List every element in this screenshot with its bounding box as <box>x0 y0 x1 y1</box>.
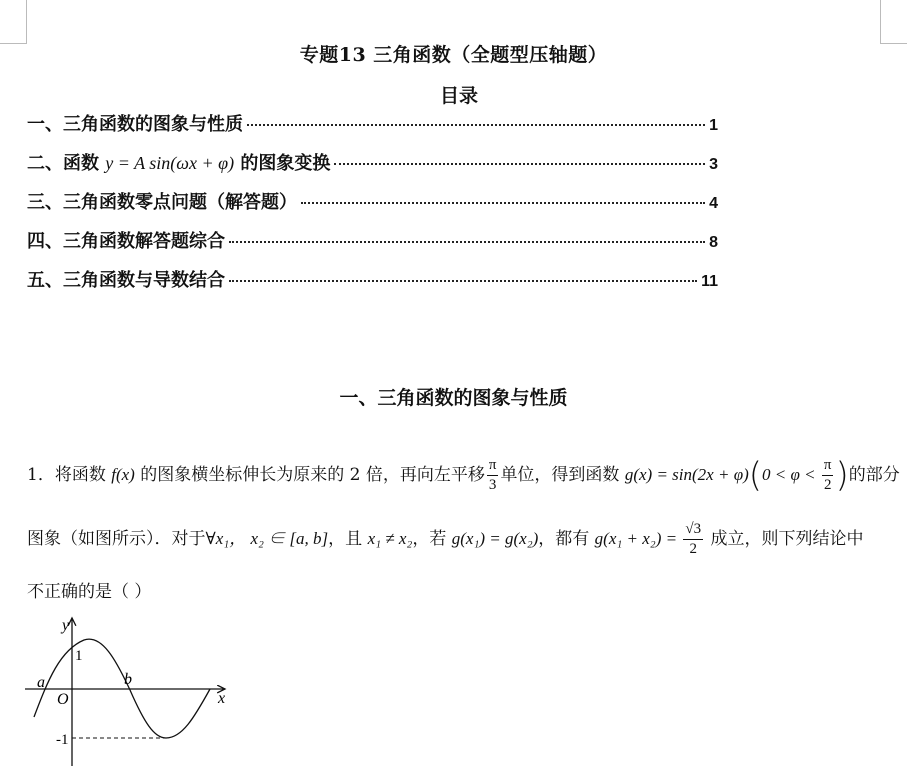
toc-heading: 目录 <box>440 85 479 107</box>
math-g-equal: g(x₁) = g(x₂) <box>451 529 539 548</box>
math-phi-condition: 0 < φ < <box>762 465 820 484</box>
toc-page-number: 3 <box>709 156 718 173</box>
toc-page-number: 11 <box>701 273 718 290</box>
toc-entry-label: 一、三角函数的图象与性质 <box>27 114 243 135</box>
toc-page-number: 4 <box>709 195 718 212</box>
tick-label-neg1: -1 <box>56 732 69 748</box>
document-title: 专题13 三角函数（全题型压轴题） <box>299 44 608 66</box>
toc-page-number: 8 <box>709 234 718 251</box>
origin-label: O <box>57 691 69 708</box>
math-x1-x2-interval: x₁， x₂ ∈ [a, b] <box>215 529 329 548</box>
toc-leader-dots <box>301 202 705 204</box>
b-label: b <box>124 671 132 688</box>
toc-leader-dots <box>229 241 705 243</box>
sine-graph-figure <box>20 610 240 767</box>
toc-entry-5[interactable] <box>27 266 718 290</box>
math-g-sum: g(x₁ + x₂) = <box>594 529 682 548</box>
a-label: a <box>37 674 45 691</box>
toc-entry-label: 五、三角函数与导数结合 <box>27 270 225 291</box>
math-fx: f(x) <box>111 465 135 484</box>
page-corner-mark-right <box>880 0 907 44</box>
toc-leader-dots <box>334 163 705 165</box>
toc-entry-label: 三、三角函数零点问题（解答题） <box>27 192 297 213</box>
y-axis-label: y <box>62 617 70 634</box>
toc-page-number: 1 <box>709 117 718 134</box>
toc-entry-2[interactable] <box>27 149 718 173</box>
tick-label-1: 1 <box>75 648 83 664</box>
math-x1-neq-x2: x₁ ≠ x₂ <box>367 529 413 548</box>
x-axis-label: x <box>218 690 226 707</box>
question-line-2: 图象（如图所示）．对于∀x₁， x₂ ∈ [a, b]，且 x₁ ≠ x₂，若 g(x₁) = g(x₂)，都有 g(x₁ + x₂) = $\frac{√3}{2}$ 成立，则下列结论中 <box>27 521 864 557</box>
toc-entry-3[interactable] <box>27 188 718 212</box>
toc-entry-1[interactable] <box>27 110 718 134</box>
fraction-sqrt3-over-2: $\frac{√3}{2}$ <box>685 521 702 557</box>
toc-entry-label: 四、三角函数解答题综合 <box>27 231 225 252</box>
question-line-3: 不正确的是（ ） <box>27 582 152 602</box>
toc-math-formula: y = A sin(ωx + φ) <box>105 153 235 173</box>
section-title: 一、三角函数的图象与性质 <box>339 387 568 409</box>
toc-entry-label: 二、函数 y = A sin(ωx + φ) 的图象变换 <box>27 153 331 174</box>
toc-leader-dots <box>229 280 697 282</box>
fraction-pi-over-3: $\frac{\pi}{3}$ <box>488 457 497 493</box>
fraction-pi-over-2: $\frac{\pi}{2}$ <box>823 457 832 493</box>
question-line-1: 1．将函数 f(x) 的图象横坐标伸长为原来的 2 倍，再向左平移 $\frac{\pi}{3}$ 单位，得到函数 g(x) = sin(2x + φ)(0 < φ < $\frac{\pi}{2}$ )的部分 <box>27 455 900 496</box>
toc-leader-dots <box>247 124 705 126</box>
math-gx: g(x) = sin(2x + φ) <box>624 465 749 484</box>
toc-entry-4[interactable] <box>27 227 718 251</box>
page-corner-mark-left <box>0 0 27 44</box>
